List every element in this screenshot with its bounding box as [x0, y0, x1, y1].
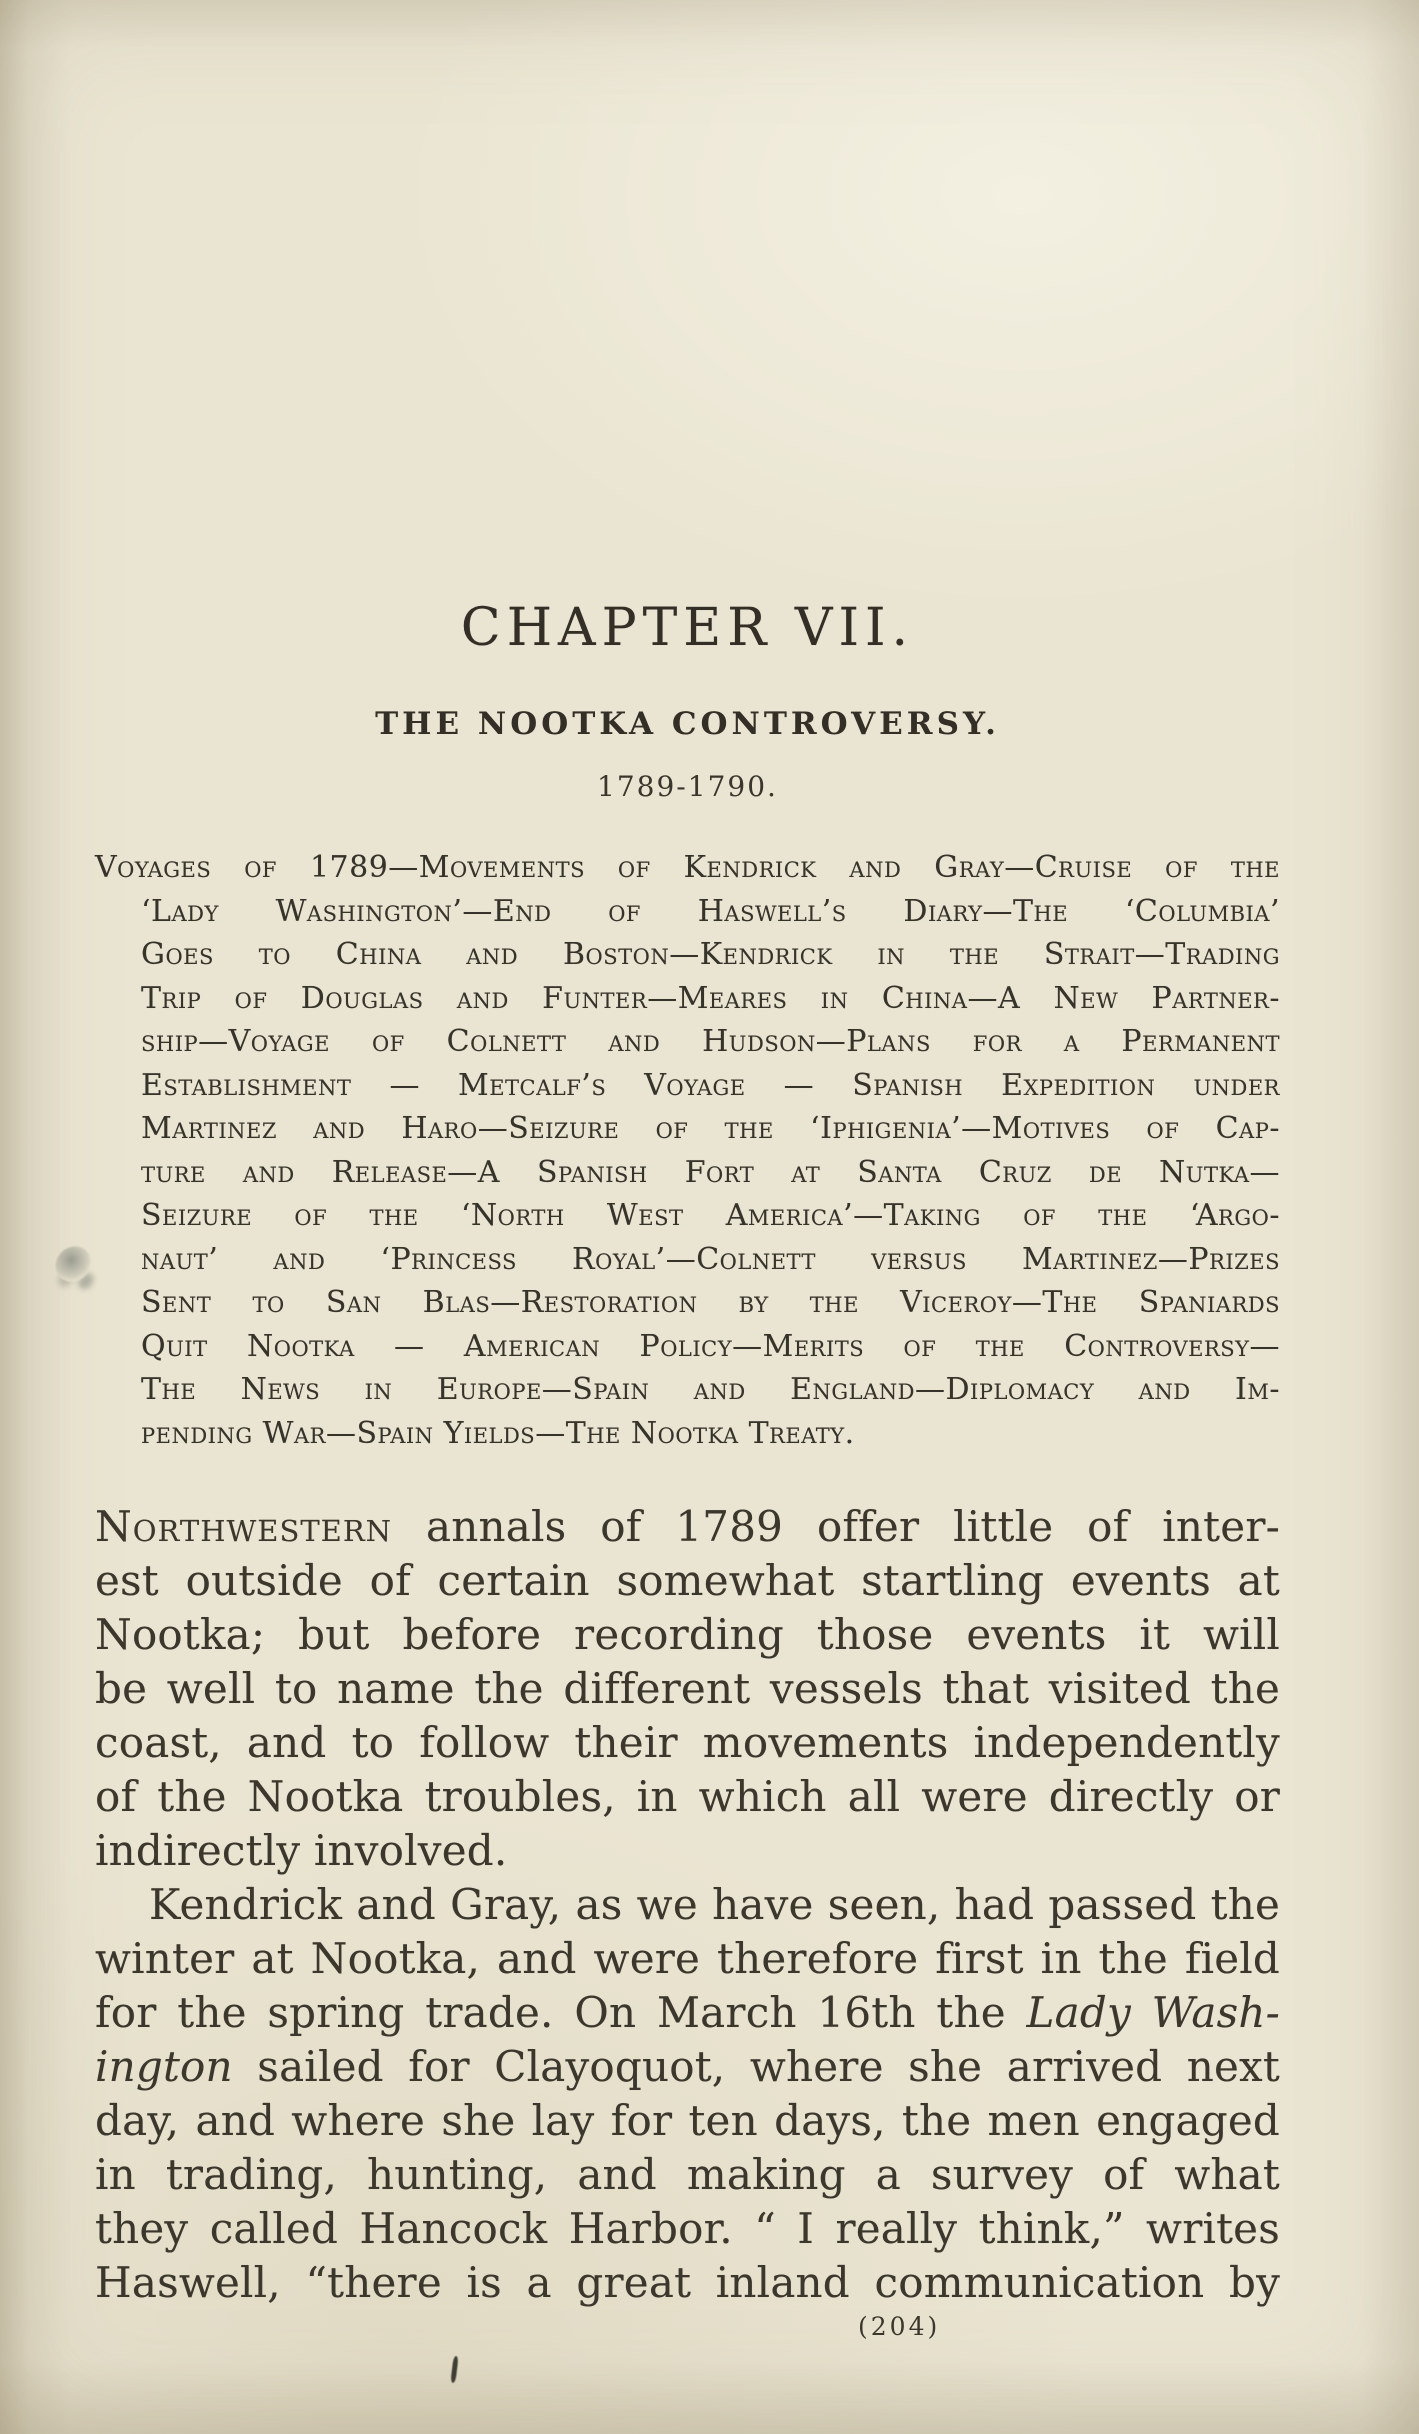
- summary-line: ture and Release—A Spanish Fort at Santa Cruz de Nutka—: [141, 1154, 1280, 1190]
- ship-name-italic: Lady Wash-: [1026, 1988, 1280, 2037]
- body-line: Nootka; but before recording those events it will: [95, 1610, 1280, 1659]
- body-line: of the Nootka troubles, in which all were directly or: [95, 1772, 1280, 1821]
- body-line: [95, 2040, 1280, 2094]
- body-text: [95, 1500, 1280, 2310]
- chapter-date-range: 1789-1790.: [597, 770, 778, 803]
- chapter-subtitle: THE NOOTKA CONTROVERSY.: [375, 706, 1000, 742]
- body-line: be well to name the different vessels that visited the: [95, 1664, 1280, 1713]
- body-line: indirectly involved.: [95, 1826, 508, 1875]
- body-line: Haswell, “there is a great inland communication by: [95, 2258, 1280, 2307]
- page-number: (204): [858, 2312, 941, 2341]
- chapter-title: CHAPTER VII.: [460, 598, 915, 658]
- summary-line: Voyages of 1789—Movements of Kendrick and Gray—Cruise of the: [95, 850, 1280, 885]
- body-line: winter at Nootka, and were therefore first in the field: [95, 1934, 1280, 1983]
- summary-line: Goes to China and Boston—Kendrick in the Strait—Trading: [141, 937, 1280, 972]
- body-line: Kendrick and Gray, as we have seen, had passed the: [149, 1880, 1280, 1929]
- body-line: [95, 1500, 1280, 1554]
- body-line-text: sailed for Clayoquot, where she arrived next: [232, 2042, 1280, 2091]
- summary-line: Trip of Douglas and Funter—Meares in China—A New Partner-: [141, 980, 1280, 1016]
- summary-line: The News in Europe—Spain and England—Diplomacy and Im-: [141, 1372, 1280, 1407]
- summary-line: Sent to San Blas—Restoration by the Viceroy—The Spaniards: [141, 1285, 1280, 1320]
- body-line-text: for the spring trade. On March 16th the: [95, 1988, 1027, 2037]
- summary-line: ‘Lady Washington’—End of Haswell’s Diary—The ‘Columbia’: [141, 893, 1280, 929]
- summary-line: naut’ and ‘Princess Royal’—Colnett versus Martinez—Prizes: [141, 1241, 1280, 1277]
- body-line: in trading, hunting, and making a survey of what: [95, 2150, 1280, 2199]
- summary-line: Seizure of the ‘North West America’—Taking of the ‘Argo-: [141, 1198, 1280, 1233]
- chapter-summary: [95, 846, 1280, 1455]
- summary-line: Establishment — Metcalf’s Voyage — Spanish Expedition under: [141, 1067, 1280, 1103]
- ink-stamp: [53, 1243, 94, 1285]
- body-line-text: annals of 1789 offer little of inter-: [392, 1502, 1280, 1551]
- body-line: [95, 1986, 1280, 2040]
- opening-word: Northwestern: [95, 1502, 393, 1551]
- summary-line: Martinez and Haro—Seizure of the ‘Iphigenia’—Motives of Cap-: [141, 1111, 1280, 1146]
- body-line: they called Hancock Harbor. “ I really think,” writes: [95, 2204, 1280, 2253]
- ship-name-italic: ington: [95, 2042, 233, 2091]
- summary-line: ship—Voyage of Colnett and Hudson—Plans for a Permanent: [141, 1024, 1280, 1059]
- body-line: day, and where she lay for ten days, the men engaged: [95, 2096, 1280, 2145]
- summary-line: Quit Nootka — American Policy—Merits of the Controversy—: [141, 1328, 1280, 1364]
- ink-mark: [450, 2356, 458, 2383]
- body-line: est outside of certain somewhat startling events at: [95, 1556, 1280, 1605]
- body-line: coast, and to follow their movements independently: [95, 1718, 1280, 1767]
- summary-line: pending War—Spain Yields—The Nootka Treaty.: [141, 1415, 855, 1451]
